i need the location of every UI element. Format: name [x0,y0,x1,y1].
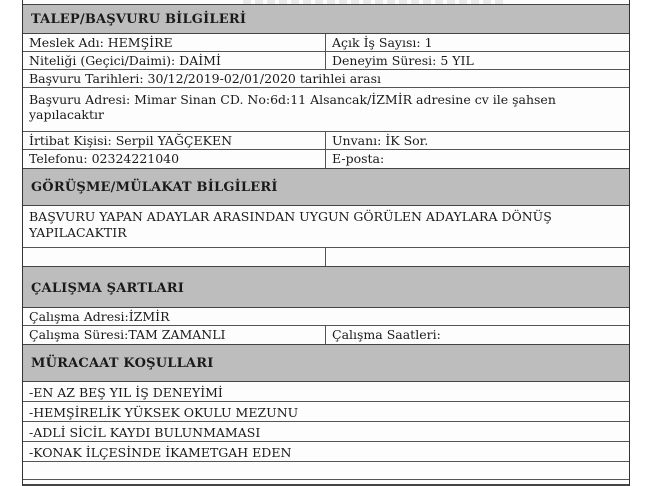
address-cell: Başvuru Adresi: Mimar Sinan CD. No:6d:11 Alsancak/İZMİR adresine cv ile şahsen yapılacaktır [29,92,556,122]
row-dates [23,70,629,88]
open-positions-cell: Açık İş Sayısı: 1 [325,34,629,51]
section-header-application [23,4,629,34]
phone-cell: Telefonu: 02324221040 [29,151,180,166]
requirement-row [23,402,629,422]
interview-note [23,206,629,248]
row-phone [23,150,629,168]
probation-cell: Deneyim Süresi: 5 YIL [325,52,629,69]
interview-empty-left [23,248,325,266]
requirement-item: -EN AZ BEŞ YIL İŞ DENEYİMİ [29,385,223,400]
section-title-application: TALEP/BAŞVURU BİLGİLERİ [31,12,247,27]
requirement-row [23,382,629,402]
requirement-item: -KONAK İLÇESİNDE İKAMETGAH EDEN [29,445,292,460]
interview-empty-right [325,248,629,266]
work-hours-cell: Çalışma Saatleri: [325,326,629,344]
job-posting-form [22,0,630,486]
section-title-working: ÇALIŞMA ŞARTLARI [31,281,185,296]
interview-note-text: BAŞVURU YAPAN ADAYLAR ARASINDAN UYGUN GÖRÜLEN ADAYLARA DÖNÜŞ YAPILACAKTIR [29,209,552,240]
section-title-requirements: MÜRACAAT KOŞULLARI [31,356,214,371]
dates-cell: Başvuru Tarihleri: 30/12/2019-02/01/2020 tarihlei arası [29,71,382,86]
title-cell: Unvanı: İK Sor. [325,132,629,149]
row-profession [23,34,629,52]
section-header-requirements [23,344,629,382]
nature-cell: Niteliği (Geçici/Daimi): DAİMİ [29,53,221,68]
profession-cell: Meslek Adı: HEMŞİRE [29,35,173,50]
section-header-interview [23,168,629,206]
requirement-empty-row [23,462,629,480]
row-work-address [23,308,629,326]
requirement-row [23,442,629,462]
requirement-row [23,422,629,442]
email-cell: E-posta: [325,150,629,168]
contact-person-cell: İrtibat Kişisi: Serpil YAĞÇEKEN [29,133,233,148]
requirement-item: -ADLİ SİCİL KAYDI BULUNMAMASI [29,425,261,440]
requirement-item: -HEMŞİRELİK YÜKSEK OKULU MEZUNU [29,405,299,420]
section-title-interview: GÖRÜŞME/MÜLAKAT BİLGİLERİ [31,180,278,195]
work-address-cell: Çalışma Adresi:İZMİR [29,309,170,324]
row-address [23,88,629,132]
row-work-duration [23,326,629,344]
bottom-border [23,480,629,486]
row-contact [23,132,629,150]
row-nature [23,52,629,70]
row-interview-empty [23,248,629,266]
section-header-working [23,266,629,308]
work-duration-cell: Çalışma Süresi:TAM ZAMANLI [29,327,226,342]
